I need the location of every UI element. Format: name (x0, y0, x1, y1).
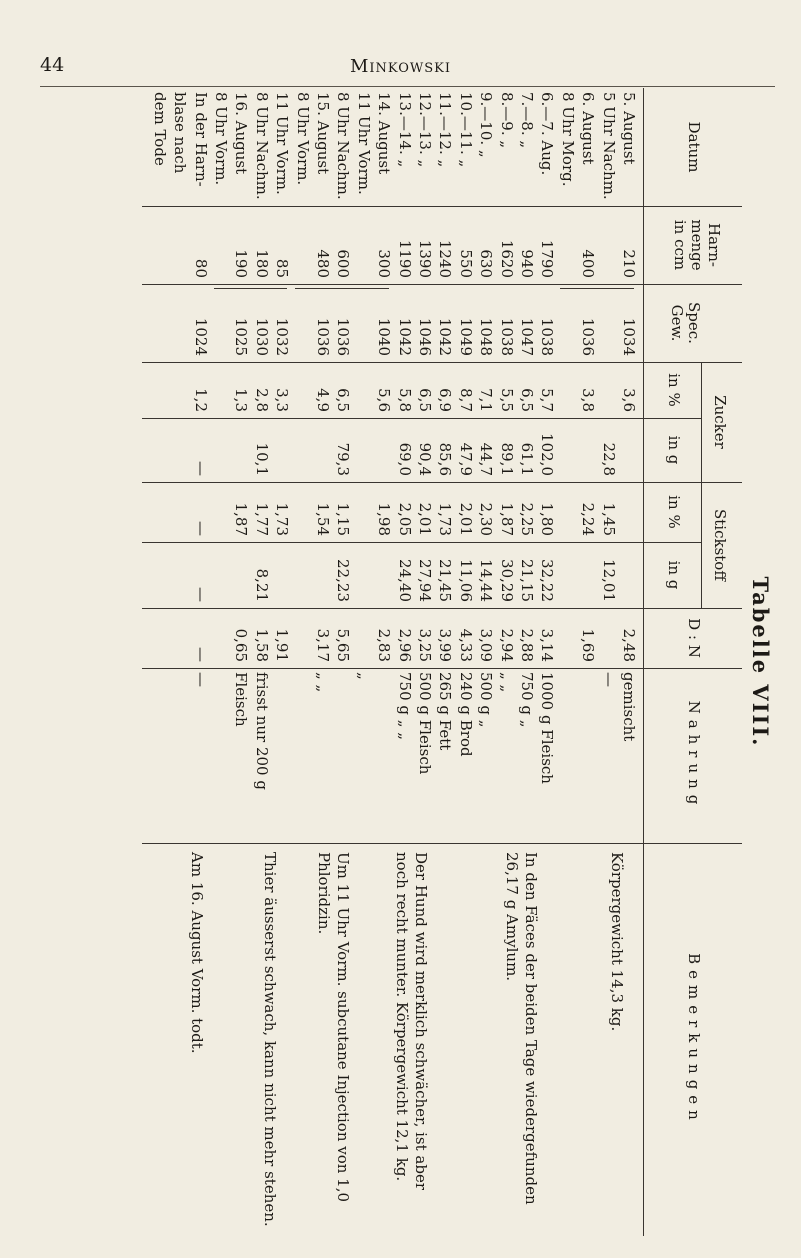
table-cell-datum: blase nach (171, 92, 190, 174)
table-cell-ng: 24,40 (395, 559, 414, 602)
table-cell-zpct: 2,8 (252, 388, 271, 412)
table-cell-nahrung: — (599, 672, 618, 687)
table-cell-dn: 1,91 (273, 628, 292, 662)
table-grid (142, 88, 742, 1236)
remark: Der Hund wird merklich schwächer, ist aber noch recht munter. Körpergewicht 12,1 kg. (392, 852, 430, 1190)
table-cell-zpct: 5,8 (395, 388, 414, 412)
table-cell-npct: 2,25 (518, 502, 536, 536)
table-cell-zpct: 1,3 (232, 388, 251, 412)
table-cell-dn: 1,69 (579, 628, 598, 662)
table-cell-zpct: 8,7 (456, 388, 475, 412)
table-cell-nahrung: frisst nur 200 g (252, 672, 271, 790)
table-cell-harn: 1620 (497, 239, 516, 278)
table-cell-spec: 1042 (395, 317, 414, 356)
table-cell-ng: — (191, 587, 210, 602)
table-cell-datum: 11 Uhr Vorm. (273, 92, 292, 195)
table-cell-datum: dem Tode (150, 92, 169, 166)
table-cell-harn: 480 (314, 249, 332, 278)
table-cell-harn: 940 (518, 249, 536, 278)
table-cell-zg: 79,3 (334, 442, 353, 476)
table-cell-zg: 69,0 (395, 442, 414, 476)
table-cell-datum: 11 Uhr Vorm. (354, 92, 373, 195)
header-zucker-g: in g (665, 435, 683, 465)
table-cell-dn: 5,65 (334, 628, 353, 662)
header-rule (40, 86, 775, 87)
table-cell-datum: 8 Uhr Nachm. (334, 92, 353, 200)
table-cell-dn: 0,65 (232, 628, 251, 662)
remark: Am 16. August Vorm. todt. (187, 852, 206, 1054)
table-cell-zpct: 3,8 (579, 388, 598, 412)
table-cell-dn: 3,17 (314, 628, 332, 662)
table-cell-npct: 2,30 (477, 502, 496, 536)
group-rule (701, 362, 702, 608)
header-zucker-pct: in % (665, 373, 683, 407)
table-cell-npct: 2,01 (456, 502, 475, 536)
subcolumn-divider (142, 418, 702, 419)
table-cell-datum: 8 Uhr Vorm. (212, 92, 230, 186)
table-cell-harn: 1390 (416, 239, 434, 278)
table-cell-zpct: 6,5 (416, 388, 434, 412)
header-stickstoff spaced: Stickstoff (711, 508, 729, 581)
table-cell-dn: 2,88 (518, 628, 536, 662)
table-cell-ng: 30,29 (497, 559, 516, 602)
table-cell-spec: 1046 (416, 317, 434, 356)
grouping-brace (295, 288, 389, 294)
table-cell-nahrung: „ „ (497, 672, 516, 693)
column-divider (142, 206, 742, 207)
table-cell-harn: 600 (334, 249, 353, 278)
table-cell-ng: 8,21 (252, 568, 271, 602)
table-cell-spec: 1048 (477, 317, 496, 356)
table-cell-datum: 6.—7. Aug. (538, 92, 557, 176)
table-cell-dn: 1,58 (252, 628, 271, 662)
table-cell-zpct: 5,7 (538, 388, 557, 412)
header-harnmenge: Harn- menge in ccm (671, 219, 723, 271)
table-cell-npct: 1,80 (538, 502, 557, 536)
table-cell-datum: 5 Uhr Nachm. (599, 92, 618, 200)
table-cell-ng: 11,06 (456, 559, 475, 602)
table-cell-spec: 1049 (456, 317, 475, 356)
table-cell-npct: 2,01 (416, 502, 434, 536)
column-divider (142, 362, 742, 363)
table-cell-ng: 32,22 (538, 559, 557, 602)
table-cell-zg: — (191, 461, 210, 476)
table-cell-zg: 61,1 (518, 442, 536, 476)
table-cell-zpct: 5,6 (375, 388, 394, 412)
table-cell-zpct: 5,5 (497, 388, 516, 412)
table-cell-dn: 3,25 (416, 628, 434, 662)
header-dn: D : N (685, 618, 703, 658)
remark: In den Fäces der beiden Tage wiedergefunden 26,17 g Amylum. (503, 852, 541, 1205)
table-cell-dn: 3,99 (436, 628, 455, 662)
table-cell-datum: 13.—14. „ (395, 92, 414, 168)
table-cell-ng: 14,44 (477, 559, 496, 602)
table-cell-zg: 102,0 (538, 433, 557, 476)
table-cell-harn: 180 (252, 249, 271, 278)
table-cell-npct: 1,73 (273, 502, 292, 536)
table-cell-nahrung: 750 g „ „ (395, 672, 414, 741)
table-cell-datum: 8 Uhr Morg. (558, 92, 577, 187)
table-cell-nahrung: 1000 g Fleisch (538, 672, 557, 784)
table-cell-datum: 6. August (579, 92, 598, 165)
table-cell-zpct: 1,2 (191, 388, 210, 412)
table-cell-nahrung: 500 g „ (477, 672, 496, 728)
table-cell-datum: 7.—8. „ (518, 92, 536, 149)
table-cell-datum: In der Harn- (191, 92, 210, 187)
table-cell-zpct: 6,9 (436, 388, 455, 412)
table-cell-dn: 2,83 (375, 628, 394, 662)
grouping-brace (560, 288, 634, 294)
table-cell-spec: 1038 (497, 317, 516, 356)
table-cell-spec: 1036 (314, 317, 332, 356)
table-cell-harn: 300 (375, 249, 394, 278)
table-cell-spec: 1036 (579, 317, 598, 356)
table-cell-zpct: 4,9 (314, 388, 332, 412)
table-cell-harn: 400 (579, 249, 598, 278)
table-cell-zpct: 3,6 (620, 388, 638, 412)
table-cell-npct: 1,45 (599, 502, 618, 536)
header-spec-gew: Spec. Gew. (668, 302, 703, 344)
table-cell-dn: 2,94 (497, 628, 516, 662)
table-cell-zg: 44,7 (477, 442, 496, 476)
table-cell-ng: 12,01 (599, 559, 618, 602)
table-cell-nahrung: — (191, 672, 210, 687)
table-cell-datum: 12.—13. „ (416, 92, 434, 168)
table-cell-npct: 1,87 (232, 502, 251, 536)
remark: Um 11 Uhr Vorm. subcutane Injection von 1,0 Phloridzin. (315, 852, 353, 1203)
table-cell-dn: 2,96 (395, 628, 414, 662)
table-cell-harn: 85 (273, 258, 292, 278)
table-cell-npct: 2,05 (395, 502, 414, 536)
table-cell-nahrung: 750 g „ (518, 672, 536, 728)
table-cell-nahrung: gemischt (620, 672, 638, 742)
table-title: Tabelle VIII. (748, 576, 773, 748)
table-cell-dn: — (191, 647, 210, 662)
table-cell-dn: 4,33 (456, 628, 475, 662)
table-cell-datum: 8.—9. „ (497, 92, 516, 149)
table-cell-datum: 11.—12. „ (436, 92, 455, 168)
table-cell-npct: 1,98 (375, 502, 394, 536)
table-cell-npct: 1,15 (334, 502, 353, 536)
table-cell-ng: 22,23 (334, 559, 353, 602)
table-cell-npct: 2,24 (579, 502, 598, 536)
header-n-g: in g (665, 560, 683, 590)
table-cell-zg: 90,4 (416, 442, 434, 476)
table-cell-spec: 1042 (436, 317, 455, 356)
table-cell-datum: 5. August (620, 92, 638, 165)
table-cell-nahrung: 265 g Fett (436, 672, 455, 751)
header-datum: Datum (685, 121, 703, 173)
table-cell-zpct: 6,5 (518, 388, 536, 412)
table-cell-zg: 22,8 (599, 442, 618, 476)
header-zucker spaced: Zucker (711, 395, 729, 449)
header-nahrung: Nahrung (685, 700, 703, 811)
table-cell-dn: 3,14 (538, 628, 557, 662)
table-cell-spec: 1036 (334, 317, 353, 356)
table-cell-npct: 1,54 (314, 502, 332, 536)
table-cell-harn: 1240 (436, 239, 455, 278)
table-cell-npct: 1,77 (252, 502, 271, 536)
table-cell-zg: 10,1 (252, 442, 271, 476)
table-cell-spec: 1030 (252, 317, 271, 356)
table-cell-ng: 21,15 (518, 559, 536, 602)
table-cell-npct: 1,87 (497, 502, 516, 536)
table-cell-nahrung: „ „ (314, 672, 332, 693)
table-cell-harn: 1790 (538, 239, 557, 278)
table-cell-spec: 1034 (620, 317, 638, 356)
table-cell-datum: 16. August (232, 92, 251, 175)
table-cell-zg: 85,6 (436, 442, 455, 476)
running-head: Minkowski (349, 56, 452, 77)
table-cell-ng: 21,45 (436, 559, 455, 602)
table-cell-harn: 190 (232, 249, 251, 278)
table-cell-spec: 1032 (273, 317, 292, 356)
table-cell-spec: 1038 (538, 317, 557, 356)
table-cell-spec: 1047 (518, 317, 536, 356)
table-cell-harn: 80 (191, 258, 210, 278)
column-divider (142, 843, 742, 844)
table-cell-dn: 3,09 (477, 628, 496, 662)
subcolumn-divider (142, 542, 702, 543)
column-divider (142, 284, 742, 285)
table-cell-spec: 1024 (191, 317, 210, 356)
table-cell-datum: 14. August (375, 92, 394, 175)
table-cell-zg: 89,1 (497, 442, 516, 476)
table-cell-datum: 9.—10. „ (477, 92, 496, 158)
table-cell-harn: 550 (456, 249, 475, 278)
column-divider (142, 668, 742, 669)
grouping-brace (214, 288, 288, 294)
table-cell-nahrung: 240 g Brod (456, 672, 475, 757)
column-divider (142, 482, 742, 483)
table-cell-ng: 27,94 (416, 559, 434, 602)
table-cell-harn: 630 (477, 249, 496, 278)
table-cell-dn: 2,48 (620, 628, 638, 662)
table-cell-harn: 210 (620, 249, 638, 278)
rotated-table (128, 88, 773, 1236)
table-cell-datum: 15. August (314, 92, 332, 175)
table-cell-nahrung: „ (354, 672, 373, 680)
table-cell-zg: 47,9 (456, 442, 475, 476)
table-cell-zpct: 3,3 (273, 388, 292, 412)
table-cell-npct: — (191, 521, 210, 536)
table-cell-zpct: 7,1 (477, 388, 496, 412)
table-cell-datum: 10.—11. „ (456, 92, 475, 168)
table-cell-datum: 8 Uhr Nachm. (252, 92, 271, 200)
column-divider (142, 608, 742, 609)
table-cell-npct: 1,73 (436, 502, 455, 536)
table-cell-harn: 1190 (395, 239, 414, 278)
table-cell-nahrung: Fleisch (232, 672, 251, 727)
header-n-pct: in % (665, 495, 683, 529)
header-bemerkungen: Bemerkungen (685, 953, 703, 1126)
table-cell-spec: 1025 (232, 317, 251, 356)
remark: Thier äusserst schwach, kann nicht mehr stehen. (260, 852, 279, 1227)
page-number: 44 (40, 54, 65, 76)
table-cell-spec: 1040 (375, 317, 394, 356)
remark: Körpergewicht 14,3 kg. (607, 852, 626, 1032)
table-cell-nahrung: 500 g Fleisch (416, 672, 434, 775)
table-cell-zpct: 6,5 (334, 388, 353, 412)
table-cell-datum: 8 Uhr Vorm. (293, 92, 312, 186)
